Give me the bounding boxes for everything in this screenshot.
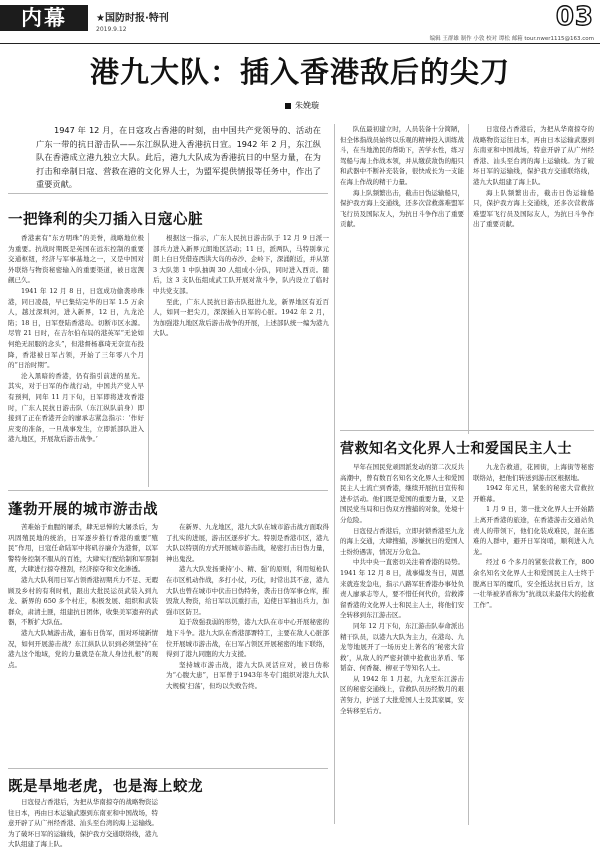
section-2-paragraph: 在新界、九龙地区，港九大队在城市游击战方面取得了扎实的进展，游击区逐步扩大。特别是香港市区，港九大队以特别的方式开展城市游击战，秘密打击日伪力量，神出鬼没。 — [166, 523, 329, 563]
page-number: 03 — [555, 2, 594, 32]
section-heading-3: 既是旱地老虎，也是海上蛟龙 — [8, 779, 203, 795]
section-logo: 内幕 — [0, 5, 88, 31]
section-divider-1 — [8, 490, 328, 491]
section-1-paragraph: 1941 年 12 月 8 日，日寇成功偷袭珍珠港，同日凌晨，早已集结完毕的日军 1.5 万余人，越过深圳河，进入新界，12 日，九龙沦陷；18 日，日军登陆香港岛。切断市区水源。尽管 21 日时，在吉尔伯布局的港英军“无论如何绝无屈服的念头”，但港督杨慕琦无奈宣布投降，香港被日军占领，开始了三年零八个月的“日治时期”。 — [8, 286, 144, 370]
section-4-paragraph: 九龙告救道，花园街，上海街等秘密联络站，把他们转送到游击区根据地。 — [473, 463, 594, 482]
issue-date: 2019.9.12 — [96, 26, 127, 33]
editorial-credits: 编辑 王群雄 制作 小敦 校对 谭松 邮箱 tour.nwer1115@163.com — [429, 36, 594, 42]
column-rule-1 — [148, 233, 149, 487]
section-4-paragraph: 早年在国民党顽固派发动的第二次反共高潮中，曾有数百名知名文化界人士和爱国民主人士流亡到香港，继续开展抗日宣传和进步活动。他们既是爱国的重要力量，又是国民党当局和日伪双方搜捕的对象，处境十分危险。 — [340, 463, 464, 524]
section-1-paragraph: 沦入黑暗的香港，仍有指引前进的星光。其实，对于日军的作战行动，中国共产党人早有预判，同年 11 月下旬，日军即将进攻香港时，广东人民抗日游击队（东江纵队前身）即接到了正在香港开会的廖承志紧急指示：‘作好应变的准备，一旦战事发生，立即派部队进入港九地区，开展敌后游击战争。’ — [8, 371, 144, 444]
section-1-paragraph: 至此，广东人民抗日游击队挺进九龙，新界地区有近百人，如同一把尖刀，深深插入日军的心脏。1942 年 2 月，为加强港九地区敌后游击战争的开展，上述部队统一编为港九大队。 — [153, 297, 329, 338]
section-4-paragraph: 1 月 9 日，第一批文化界人士开始踏上离开香港的旅途，在香港游击交通站负责人的带领下，他们化装成难民，混在逃难的人群中，避开日军岗哨，顺利进入九龙。 — [473, 505, 594, 556]
section-4-paragraph: 同年 12 月下旬，东江游击队奉命派出精干队员，以港九大队为主力，在港岛、九龙等地展开了一场历史上著名的‘秘密大营救’，从敌人的严密封锁中抢救出茅盾、邹韬奋、何香凝、柳亚子等知名人士。 — [340, 621, 464, 673]
section-1-paragraph: 香港素有“东方明珠”的美誉，战略地位极为重要。抗战时期既是英国在远东控制的重要交通枢纽，经济与军事基地之一，又是中国对外联络与物资秘密输入的重要渠道，被日寇觊觎已久。 — [8, 234, 144, 285]
column-rule-3 — [468, 124, 469, 434]
header-rule — [0, 43, 600, 44]
section-divider-2 — [8, 768, 328, 769]
section-1-paragraph: 根据这一指示，广东人民抗日游击队于 12 月 9 日派一部兵力进入新界元朗地区活动；11 日，派两队，马特别拿元朗上白日凭借连西洪大岛的赤沙、企岭下，深涌附近，并从第 3 大队第 1 中队抽调 30 人组成小分队，同时进入西贡。随后，这 3 支队伍组成武工队开展对敌斗争，队内设立了临时中共党支部。 — [153, 234, 329, 295]
section-2-column-2 — [166, 522, 329, 764]
section-2-paragraph: 迫于敌强我弱的形势，港九大队在市中心开展秘密的地下斗争。港九大队在香港部署特工，主要在敌人心脏部位开展城市游击战，在日军占领区开展秘密的地下联络，得到了港九同胞的大力支援。 — [166, 618, 329, 659]
section-3-column-2 — [340, 124, 464, 424]
section-3-paragraph: 日寇侵占香港后，为把从华南掠夺的战略物资运往日本，再由日本运输武器到东南亚和中国战场，特意开辟了从广州经香港、汕头至台湾的海上运输线。为了破坏日军的运输线，保护我方交通联络线，港九大队组建了海上队。 — [8, 798, 158, 849]
section-4-paragraph: 中共中央一直密切关注着香港的局势。1941 年 12 月 8 日，战事爆发当日，周恩来就连发急电，指示八路军驻香港办事处负责人廖承志等人，要不惜任何代价，营救滞留香港的文化界人士和民主人士，将他们安全转移到东江游击区。 — [340, 558, 464, 620]
section-3-column-3 — [473, 124, 594, 424]
section-4-paragraph: 日寇侵占香港后，立即封锁香港至九龙的海上交通，大肆搜捕，涉嫌抗日的爱国人士纷纷遇害，情况万分危急。 — [340, 526, 464, 556]
section-3-paragraph: 海上队频繁出击，截击日伪运输船只，保护我方海上交通线，还多次营救落难盟军飞行员及国际友人，为抗日斗争作出了重要贡献。 — [340, 188, 464, 229]
section-2-paragraph: 坚持城市游击战，港九大队灵活应对，被日伪称为“心腹大患”，日军曾于1943年冬专门组织对港九大队大规模‘扫荡’，但均以失败告终。 — [166, 660, 329, 690]
section-2-paragraph: 港九大队发扬秉持‘小、精、强’的原则，利用短枪队在市区机动作战，多打小仗，巧仗，时常出其不意，港九大队也曾在城市中伏击日伪特务，袭击日伪军事仓库，摧毁敌人物资，给日军以沉重打击，迫使日军抽出兵力，加强市区防卫。 — [166, 565, 329, 616]
section-4-paragraph: 1942 年元旦，紧张的秘密大营救拉开帷幕。 — [473, 484, 594, 503]
section-heading-2: 蓬勃开展的城市游击战 — [8, 502, 158, 518]
author-name: 朱娩璇 — [295, 101, 319, 110]
section-2-paragraph: 苦难始于血腥的屠杀，肆无忌惮的大屠杀后，为巩固殖民地的统治，日军逐步推行香港的重要“殖民”作用，日寇任命陆军中将矶谷廉介为港督，以军警特务控制不服从的百姓，大肆实行配给制和军票制度，大肆进行掠夺搜刮，经济掠夺和文化渗透。 — [8, 523, 158, 574]
lead-divider — [8, 193, 328, 194]
byline — [285, 100, 319, 111]
column-rule-4 — [468, 460, 469, 825]
section-4-paragraph: 从 1942 年 1 月起，九龙至东江游击区的秘密交通线上，营救队员历经数月的艰苦努力，护送了大批爱国人士及其家属，安全转移至后方。 — [340, 674, 464, 715]
column-rule-2 — [334, 124, 335, 824]
section-4-column-2 — [473, 462, 594, 826]
section-2-paragraph: 港九大队利用日军占领香港初期兵力不足、无暇顾及乡村的有利时机，跟出大批民运员武装入到九龙、新界的 650 多个村庄，积极发展、组织和武装群众，肃清土匪，组建抗日团体，收集美军遗弃的武器，不断扩大队伍。 — [8, 575, 158, 627]
section-divider-3 — [340, 430, 594, 431]
page-header — [0, 0, 600, 44]
section-3-paragraph: 日寇侵占香港后，为把从华南掠夺的战略物资运往日本，再由日本运输武器到东南亚和中国战场，特意开辟了从广州经香港、汕头至台湾的海上运输线。为了破坏日军的运输线，保护我方交通联络线，港九大队组建了海上队。 — [473, 125, 594, 186]
byline-square-icon — [285, 103, 291, 109]
section-2-paragraph: 港九大队城游击战，遍布日伪军，面对环境新情况，如何开展游击战？东江纵队认识到必须坚持“在港九这个地域，党的力量就是在敌人身边扎根”的观点。 — [8, 628, 158, 669]
section-2-column-1 — [8, 522, 158, 764]
publication-name: ★国防时报·特刊 — [96, 13, 169, 24]
section-heading-1: 一把锋利的尖刀插入日寇心脏 — [8, 212, 203, 228]
section-4-paragraph: 经过 6 个多月的紧张营救工作，800 余名知名文化界人士和爱国民主人士终于脱离日军的魔爪，安全抵达抗日后方，这一壮举被茅盾称为“抗战以来最伟大的抢救工作”。 — [473, 558, 594, 609]
section-1-column-2 — [153, 233, 329, 487]
lead-paragraph: 1947 年 12 月，在日寇攻占香港的时刻，由中国共产党领导的、活动在广东一带的抗日游击队——东江纵队进入香港抗日宣。1942 年 2 月，东江纵队在香港成立港九独立大队。此后，港九大队成为香港抗日的中坚力量，在为打击和牵制日寇、营救在港的文化界人士，为盟军提供情报等任务中，作出了重要贡献。 — [36, 125, 321, 189]
section-1-column-1 — [8, 233, 144, 487]
section-heading-4: 营救知名文化界人士和爱国民主人士 — [340, 441, 572, 457]
section-3-paragraph: 海上队频繁出击，截击日伪运输船只，保护我方海上交通线，还多次营救落难盟军飞行员及国际友人，为抗日斗争作出了重要贡献。 — [473, 188, 594, 229]
section-3-column-1 — [8, 797, 158, 849]
article-title: 港九大队：插入香港敌后的尖刀 — [89, 55, 510, 89]
section-4-column-1 — [340, 462, 464, 826]
section-3-paragraph: 队伍最初建立时，人员装备十分简陋，但全体指战员始终以乐观的精神投入训练战斗，在当地渔民的帮助下，苦学水性，练习驾船与海上作战本领，并从缴获敌伪的船只和武器中不断补充装备，很快成长为一支能在海上作战的精干力量。 — [340, 125, 464, 186]
